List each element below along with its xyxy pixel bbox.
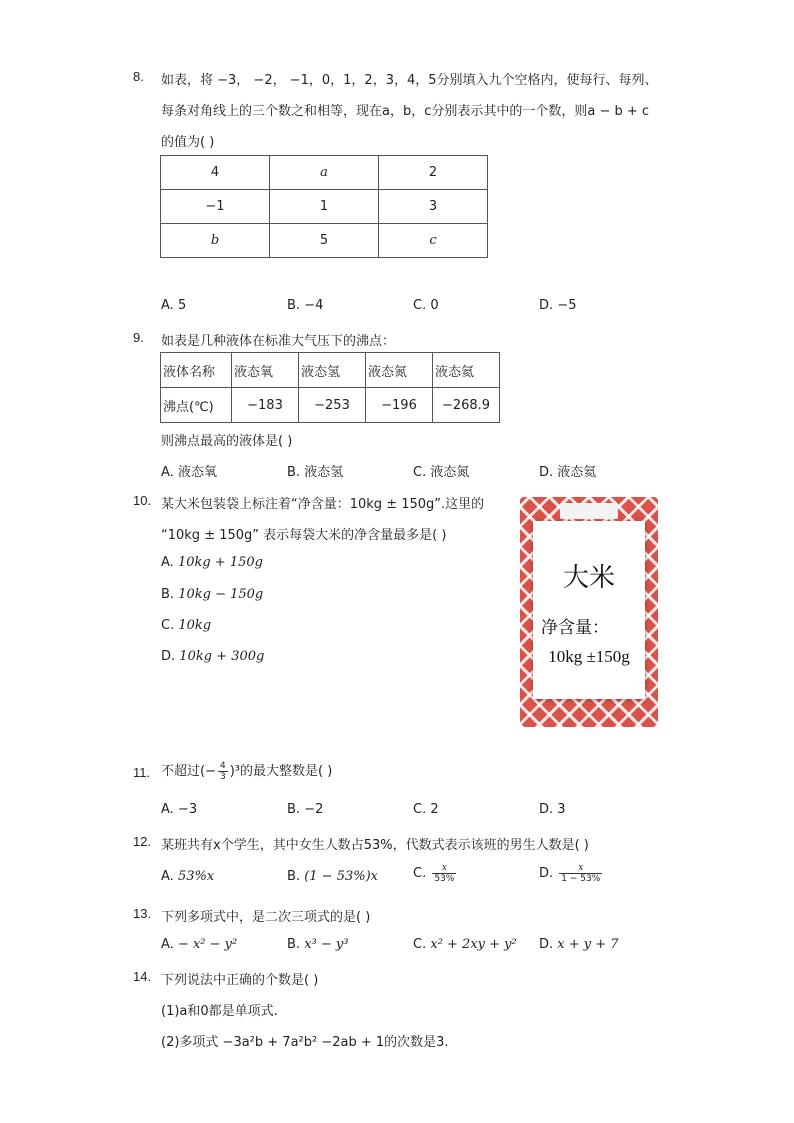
grid-cell: 5 bbox=[270, 224, 379, 258]
grid-cell: 3 bbox=[379, 190, 488, 224]
q12-option-c[interactable]: C. $\frac{x}{53\%}$ bbox=[413, 863, 455, 884]
q10-line1: 某大米包装袋上标注着“净含量：10kg ± 150g”.这里的 bbox=[161, 497, 485, 512]
q9-question: 则沸点最高的液体是( ) bbox=[161, 434, 293, 449]
q11-number: 11. bbox=[133, 765, 151, 780]
q10-option-d[interactable]: D. 10kg + 300g bbox=[161, 649, 265, 664]
q9-option-d[interactable]: D. 液态氦 bbox=[539, 465, 597, 480]
table-cell: −268.9 bbox=[433, 388, 500, 423]
table-cell: −196 bbox=[366, 388, 433, 423]
q13-option-c[interactable]: C. x² + 2xy + y² bbox=[413, 937, 517, 952]
grid-cell: −1 bbox=[161, 190, 270, 224]
rice-bag-image bbox=[520, 497, 658, 727]
q13-option-d[interactable]: D. x + y + 7 bbox=[539, 937, 619, 952]
q8-line1: 如表，将 −3， −2， −1，0，1，2，3，4，5分别填入九个空格内，使每行、每列、 bbox=[161, 73, 658, 88]
q9-option-a[interactable]: A. 液态氧 bbox=[161, 465, 217, 480]
bag-label: 净含量： bbox=[541, 618, 609, 638]
q8-number: 8. bbox=[133, 69, 144, 84]
q10-option-a[interactable]: A. 10kg + 150g bbox=[161, 555, 263, 570]
q14-statement-2: (2)多项式 −3a²b + 7a²b² −2ab + 1的次数是3. bbox=[161, 1035, 449, 1050]
q8-option-b[interactable]: B. −4 bbox=[287, 298, 324, 313]
q9-stem: 如表是几种液体在标准大气压下的沸点： bbox=[161, 334, 396, 349]
grid-cell: c bbox=[379, 224, 488, 258]
q13-stem: 下列多项式中，是二次三项式的是( ) bbox=[161, 910, 371, 925]
q11-option-d[interactable]: D. 3 bbox=[539, 802, 566, 817]
bag-value: 10kg ±150g bbox=[548, 647, 630, 666]
table-header-cell: 液态氢 bbox=[299, 353, 366, 388]
q10-line2: “10kg ± 150g” 表示每袋大米的净含量最多是( ) bbox=[161, 528, 447, 543]
q11-option-b[interactable]: B. −2 bbox=[287, 802, 324, 817]
q8-option-a[interactable]: A. 5 bbox=[161, 298, 187, 313]
q12-option-b[interactable]: B. (1 − 53%)x bbox=[287, 869, 379, 884]
rice-bag-label bbox=[533, 521, 645, 699]
q12-option-a[interactable]: A. 53%x bbox=[161, 869, 215, 884]
q14-number: 14. bbox=[133, 969, 152, 984]
grid-cell: 4 bbox=[161, 156, 270, 190]
q8-option-d[interactable]: D. −5 bbox=[539, 298, 577, 313]
q10-option-c[interactable]: C. 10kg bbox=[161, 618, 212, 633]
table-cell: 沸点(℃) bbox=[161, 388, 232, 423]
table-header-cell: 液态氦 bbox=[433, 353, 500, 388]
q9-boiling-table bbox=[160, 352, 500, 423]
q9-number: 9. bbox=[133, 330, 144, 345]
grid-cell: b bbox=[161, 224, 270, 258]
q13-option-b[interactable]: B. x³ − y³ bbox=[287, 937, 349, 952]
q9-option-b[interactable]: B. 液态氢 bbox=[287, 465, 344, 480]
q8-line3: 的值为( ) bbox=[161, 135, 215, 150]
q13-option-a[interactable]: A. − x² − y² bbox=[161, 937, 238, 952]
grid-cell: 2 bbox=[379, 156, 488, 190]
q11-fraction: $\frac{4}{3}$ bbox=[219, 761, 226, 782]
q12-number: 12. bbox=[133, 834, 152, 849]
q8-option-c[interactable]: C. 0 bbox=[413, 298, 439, 313]
q11-stem: 不超过(− $\frac{4}{3}$ )³的最大整数是( ) bbox=[161, 761, 333, 782]
bag-title: 大米 bbox=[562, 563, 615, 593]
grid-cell: 1 bbox=[270, 190, 379, 224]
q8-magic-square bbox=[160, 155, 488, 258]
table-cell: −183 bbox=[232, 388, 299, 423]
q12-option-d[interactable]: D. $\frac{x}{1 - 53\%}$ bbox=[539, 863, 601, 884]
grid-cell: a bbox=[270, 156, 379, 190]
table-header-cell: 液态氮 bbox=[366, 353, 433, 388]
table-header-cell: 液态氧 bbox=[232, 353, 299, 388]
q10-number: 10. bbox=[133, 493, 152, 508]
q10-option-b[interactable]: B. 10kg − 150g bbox=[161, 587, 264, 602]
q14-statement-1: (1)a和0都是单项式. bbox=[161, 1004, 278, 1019]
table-cell: −253 bbox=[299, 388, 366, 423]
q8-line2: 每条对角线上的三个数之和相等，现在a，b，c分别表示其中的一个数，则a − b + c bbox=[161, 104, 650, 119]
q13-number: 13. bbox=[133, 906, 152, 921]
q14-stem: 下列说法中正确的个数是( ) bbox=[161, 973, 319, 988]
table-header-cell: 液体名称 bbox=[161, 353, 232, 388]
q11-option-c[interactable]: C. 2 bbox=[413, 802, 439, 817]
q11-option-a[interactable]: A. −3 bbox=[161, 802, 198, 817]
q9-option-c[interactable]: C. 液态氮 bbox=[413, 465, 470, 480]
q12-stem: 某班共有x个学生，其中女生人数占53%，代数式表示该班的男生人数是( ) bbox=[161, 838, 589, 853]
